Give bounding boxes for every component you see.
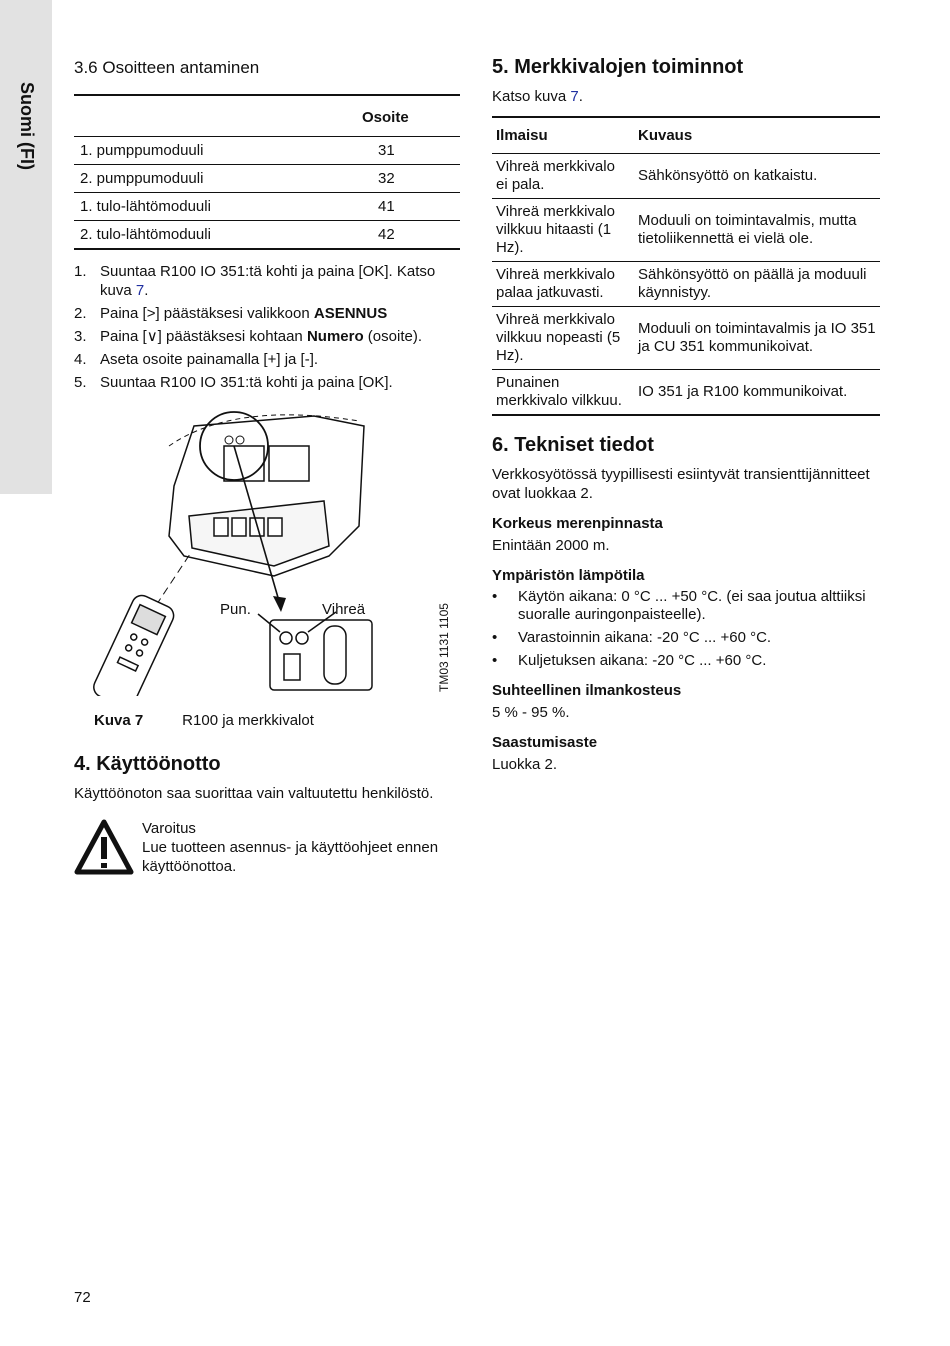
humidity-title: Suhteellinen ilmankosteus: [492, 682, 682, 699]
table-row: [74, 221, 460, 250]
figure-caption: [74, 712, 460, 729]
table-row: [74, 137, 460, 165]
section-5-heading: 5. Merkkivalojen toiminnot: [492, 56, 744, 78]
description-cell: Moduuli on toimintavalmis, mutta tietoliikennettä ei vielä ole.: [634, 199, 880, 262]
section-3-6-heading: 3.6 Osoitteen antaminen: [74, 58, 260, 77]
list-item: 5. Suuntaa R100 IO 351:tä kohti ja paina [OK].: [74, 374, 393, 391]
indication-cell: Punainen merkkivalo vilkkuu.: [492, 370, 634, 416]
figure-ref-link[interactable]: 7: [570, 88, 579, 105]
table-row: [492, 262, 880, 307]
figure-caption-text: R100 ja merkkivalot: [182, 712, 314, 729]
description-cell: Sähkönsyöttö on päällä ja moduuli käynnistyy.: [634, 262, 880, 307]
module-address: 31: [378, 142, 395, 159]
module-name: 1. tulo-lähtömoduuli: [80, 198, 211, 215]
module-address: 41: [378, 198, 395, 215]
temperature-title: Ympäristön lämpötila: [492, 567, 645, 584]
indication-cell: Vihreä merkkivalo vilkkuu hitaasti (1 Hz).: [492, 199, 634, 262]
altitude-value: Enintään 2000 m.: [492, 537, 610, 554]
section-5-intro: Katso kuva 7.: [492, 88, 583, 105]
address-column-header: Osoite: [362, 108, 409, 126]
module-name: 2. pumppumoduuli: [80, 170, 204, 187]
section-4-text: Käyttöönoton saa suorittaa vain valtuutettu henkilöstö.: [74, 785, 434, 802]
section-6-intro: Verkkosyötössä tyypillisesti esiintyvät transienttijännitteet ovat luokkaa 2.: [492, 466, 870, 502]
list-item: 3. Paina [∨] päästäksesi kohtaan Numero (osoite).: [74, 328, 422, 345]
right-column: [492, 56, 880, 774]
indication-cell: Vihreä merkkivalo palaa jatkuvasti.: [492, 262, 634, 307]
list-item: • Varastoinnin aikana: -20 °C ... +60 °C.: [492, 629, 880, 647]
page-number: 72: [74, 1289, 91, 1306]
description-cell: Sähkönsyöttö on katkaistu.: [634, 154, 880, 199]
address-table: [74, 94, 460, 250]
table-row: [74, 165, 460, 193]
list-item: 2. Paina [>] päästäksesi valikkoon ASENNUS: [74, 305, 388, 322]
indication-cell: Vihreä merkkivalo vilkkuu nopeasti (5 Hz).: [492, 307, 634, 370]
list-item: • Käytön aikana: 0 °C ... +50 °C. (ei saa joutua alttiiksi suoralle auringonpaisteelle).: [492, 588, 880, 624]
led-table: [492, 116, 880, 416]
humidity-value: 5 % - 95 %.: [492, 704, 570, 721]
language-label: Suomi (FI): [17, 82, 37, 170]
figure-code: TM03 1131 1105: [437, 603, 451, 692]
figure-caption-label: Kuva 7: [94, 712, 144, 729]
list-item: • Kuljetuksen aikana: -20 °C ... +60 °C.: [492, 652, 880, 670]
warning-box: [74, 819, 460, 889]
figure-7: [74, 406, 464, 706]
module-name: 1. pumppumoduuli: [80, 142, 204, 159]
warning-icon: [74, 819, 134, 875]
table-row: [74, 193, 460, 221]
description-cell: Moduuli on toimintavalmis ja IO 351 ja CU 351 kommunikoivat.: [634, 307, 880, 370]
description-cell: IO 351 ja R100 kommunikoivat.: [634, 370, 880, 416]
table-row: [492, 199, 880, 262]
module-address: 42: [378, 226, 395, 243]
list-item: 1. Suuntaa R100 IO 351:tä kohti ja paina [OK]. Katso kuva 7.: [74, 263, 436, 299]
section-4-heading: 4. Käyttöönotto: [74, 753, 221, 775]
warning-text: Lue tuotteen asennus- ja käyttöohjeet ennen käyttöönottoa.: [142, 839, 439, 875]
figure-ref-link[interactable]: 7: [135, 282, 145, 299]
left-column: [74, 56, 460, 889]
section-6-heading: 6. Tekniset tiedot: [492, 434, 654, 456]
label-red: Pun.: [220, 601, 251, 618]
pollution-title: Saastumisaste: [492, 734, 598, 751]
warning-title: Varoitus: [142, 820, 196, 837]
indication-column-header: Ilmaisu: [492, 117, 634, 154]
steps-list: [74, 262, 460, 392]
table-row: [492, 307, 880, 370]
label-green: Vihreä: [322, 601, 366, 618]
description-column-header: Kuvaus: [634, 117, 880, 154]
side-tab: [0, 0, 52, 494]
list-item: 4. Aseta osoite painamalla [+] ja [-].: [74, 351, 319, 368]
module-name: 2. tulo-lähtömoduuli: [80, 226, 211, 243]
pollution-value: Luokka 2.: [492, 756, 558, 773]
indication-cell: Vihreä merkkivalo ei pala.: [492, 154, 634, 199]
module-address: 32: [378, 170, 395, 187]
altitude-title: Korkeus merenpinnasta: [492, 515, 663, 532]
module-illustration: [74, 406, 464, 696]
table-row: [492, 154, 880, 199]
table-row: [492, 370, 880, 416]
temperature-list: [492, 588, 880, 670]
